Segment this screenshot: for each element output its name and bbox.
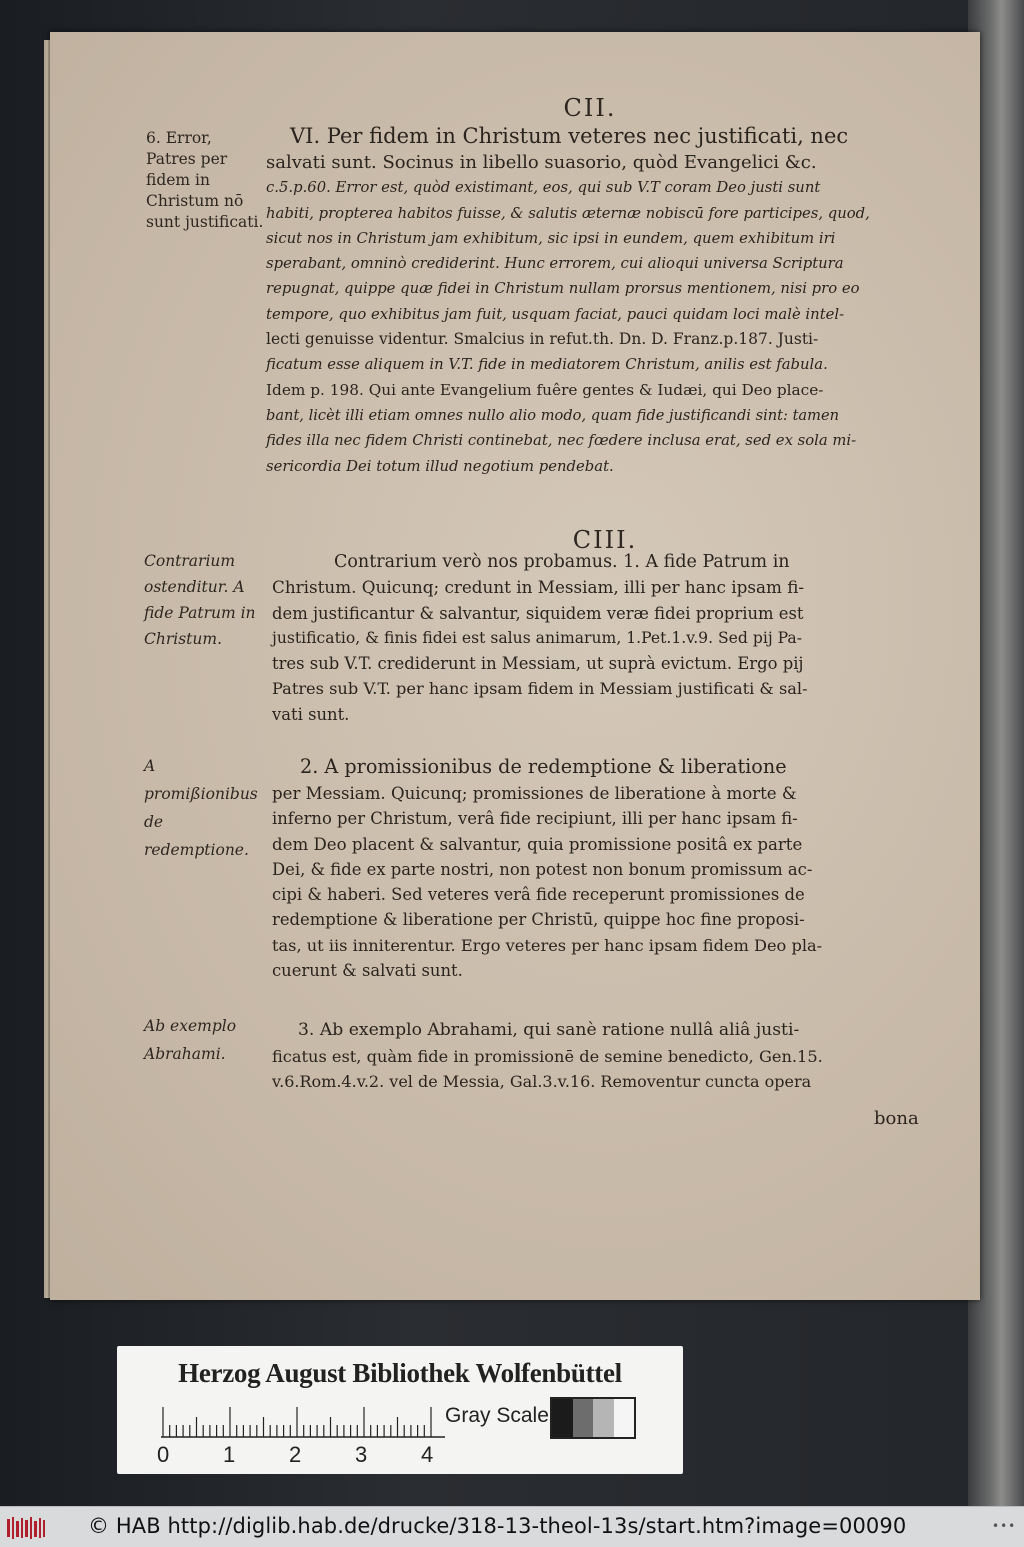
text-line: tres sub V.T. crediderunt in Messiam, ut suprà evictum. Ergo pij — [272, 654, 804, 674]
text-line: sericordia Dei totum illud negotium pendebat. — [266, 457, 614, 475]
gray-scale-swatches — [550, 1397, 636, 1439]
section-ciii-part2 — [272, 752, 972, 983]
catchword: bona — [874, 1108, 919, 1129]
margin-note-abrahami: Ab exemplo Abrahami. — [144, 1017, 237, 1063]
section-heading-ciii: CIII. — [572, 526, 638, 554]
text-line: tas, ut iis inniterentur. Ergo veteres per hanc ipsam fidem Deo pla- — [272, 935, 823, 955]
text-line: vati sunt. — [272, 704, 350, 724]
text-line: repugnat, quippe quæ fidei in Christum nullam prorsus mentionem, nisi pro eo — [266, 280, 860, 298]
text-line: per Messiam. Quicunq; promissiones de liberatione à morte & — [272, 784, 797, 803]
text-line: cuerunt & salvati sunt. — [272, 961, 463, 981]
gray-swatch — [573, 1399, 594, 1437]
library-name: Herzog August Bibliothek Wolfenbüttel — [178, 1358, 622, 1388]
text-line: bant, licèt illi etiam omnes nullo alio modo, quam fide justificandi sint: tamen — [266, 406, 840, 424]
ruler-number: 4 — [421, 1442, 434, 1467]
text-line: fides illa nec fidem Christi continebat, nec fœdere inclusa erat, sed ex sola mi- — [266, 432, 857, 450]
ruler-scale — [161, 1404, 445, 1438]
section-ciii-part1 — [272, 550, 972, 727]
margin-note-error: 6. Error, Patres per fidem in Christum nō sunt justificati. — [146, 129, 264, 231]
text-line: cipi & haberi. Sed veteres verâ fide receperunt promissiones de — [272, 885, 805, 905]
text-line: c.5.p.60. Error est, quòd existimant, eos, qui sub V.T coram Deo justi sunt — [266, 179, 821, 197]
text-line: v.6.Rom.4.v.2. vel de Messia, Gal.3.v.16. Removentur cuncta opera — [272, 1072, 812, 1092]
text-line: ficatum esse aliquem in V.T. fide in mediatorem Christum, anilis est fabula. — [266, 356, 828, 374]
source-url-link[interactable]: © HAB http://diglib.hab.de/drucke/318-13-theol-13s/start.htm?image=00090 — [88, 1514, 907, 1538]
more-options-icon[interactable]: ••• — [992, 1519, 1017, 1533]
text-line: Contrarium verò nos probamus. 1. A fide Patrum in — [334, 552, 790, 572]
text-line: 2. A promissionibus de redemptione & liberatione — [300, 755, 787, 778]
color-card — [117, 1346, 683, 1474]
text-line: ficatus est, quàm fide in promissionē de semine benedicto, Gen.15. — [272, 1047, 823, 1066]
text-line: Dei, & fide ex parte nostri, non potest non bonum promissum ac- — [272, 859, 813, 879]
text-line: redemptione & liberatione per Christū, quippe hoc fine proposi- — [272, 910, 805, 930]
ruler-number: 3 — [355, 1442, 368, 1467]
text-line: dem Deo placent & salvantur, quia promissione positâ ex parte — [272, 834, 803, 854]
ruler-number: 1 — [223, 1442, 236, 1467]
section-ci-body — [266, 150, 966, 479]
text-line: Idem p. 198. Qui ante Evangelium fuêre gentes & Iudæi, qui Deo place- — [266, 380, 824, 399]
gray-swatch — [614, 1399, 635, 1437]
text-line: justificatio, & finis fidei est salus animarum, 1.Pet.1.v.9. Sed pij Pa- — [272, 628, 802, 647]
section-heading-cii: CII. — [563, 94, 617, 122]
gray-swatch — [593, 1399, 614, 1437]
text-line: sicut nos in Christum jam exhibitum, sic ipsi in eundem, quem exhibitum iri — [266, 229, 836, 247]
ruler-number: 0 — [157, 1442, 170, 1467]
status-bar — [0, 1506, 1024, 1547]
text-line: dem justificantur & salvantur, siquidem veræ fidei proprium est — [272, 603, 804, 623]
gray-scale-label: Gray Scale — [445, 1404, 549, 1427]
margin-note-promissionibus: A promißionibus de redemptione. — [144, 757, 258, 859]
margin-note-contrarium: Contrarium ostenditur. A fide Patrum in Christum. — [144, 552, 256, 648]
text-line: lecti genuisse videntur. Smalcius in refut.th. Dn. D. Franz.p.187. Justi- — [266, 330, 819, 349]
text-line: Patres sub V.T. per hanc ipsam fidem in Messiam justificati & sal- — [272, 679, 808, 699]
gray-swatch — [552, 1399, 573, 1437]
text-line: sperabant, omninò crediderint. Hunc errorem, cui alioqui universa Scriptura — [266, 255, 844, 273]
text-line: salvati sunt. Socinus in libello suasorio, quòd Evangelici &c. — [266, 152, 817, 173]
hab-logo-icon[interactable] — [6, 1515, 46, 1541]
section-lead: VI. Per fidem in Christum veteres nec justificati, nec — [290, 124, 849, 148]
text-line: tempore, quo exhibitus jam fuit, usquam faciat, pauci quidam loci malè intel- — [266, 305, 845, 323]
section-ciii-part3 — [272, 1016, 972, 1095]
text-line: Christum. Quicunq; credunt in Messiam, illi per hanc ipsam fi- — [272, 577, 805, 598]
text-line: 3. Ab exemplo Abrahami, qui sanè ratione nullâ aliâ justi- — [298, 1020, 800, 1040]
text-line: habiti, propterea habitos fuisse, & salutis æternæ nobiscū fore participes, quod, — [266, 204, 870, 222]
book-page — [50, 32, 980, 1300]
text-line: inferno per Christum, verâ fide recipiunt, illi per hanc ipsam fi- — [272, 809, 798, 829]
ruler-number: 2 — [289, 1442, 302, 1467]
